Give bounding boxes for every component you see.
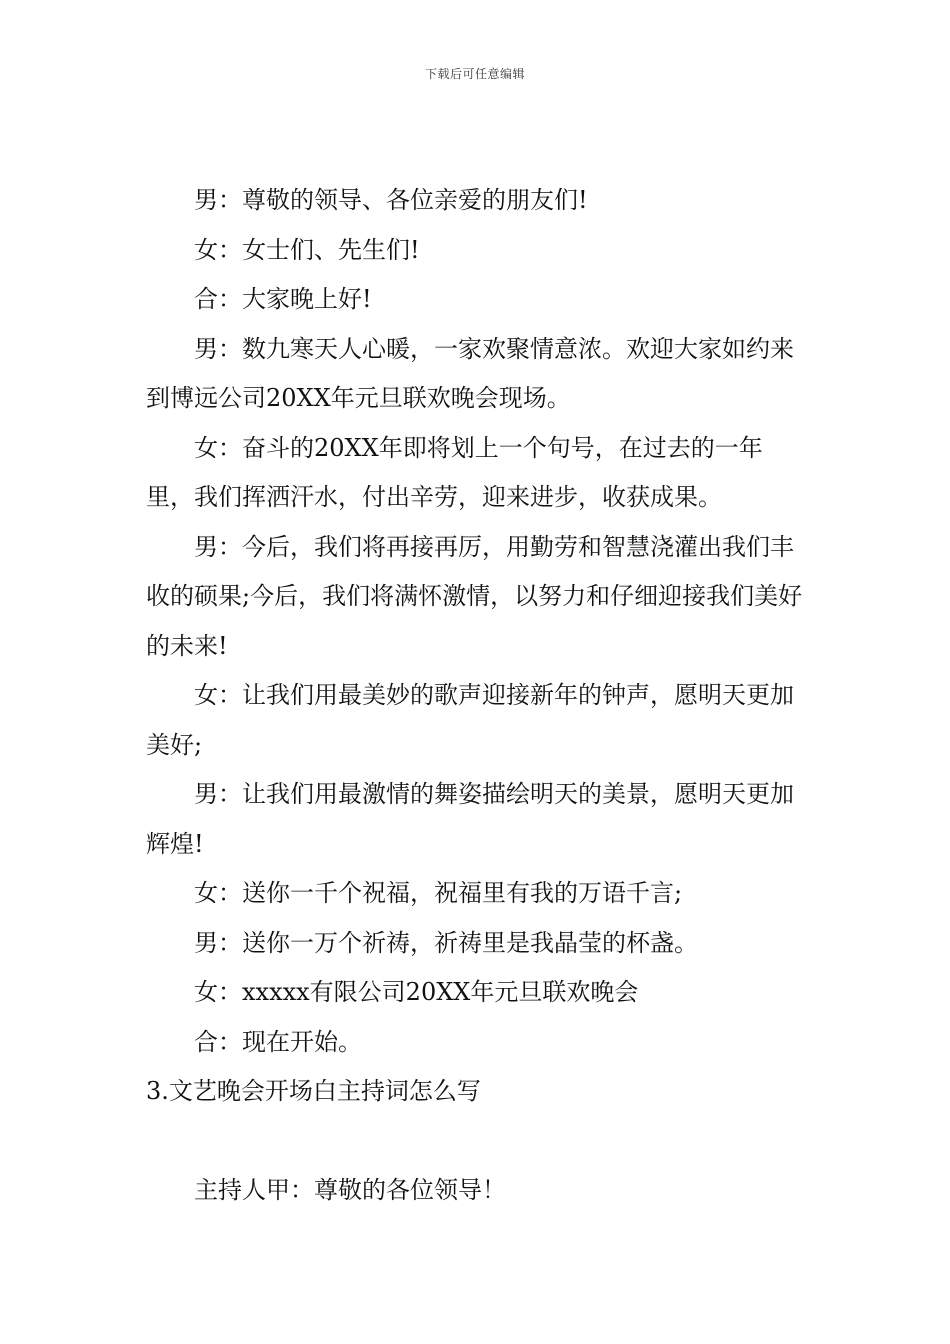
dialogue-line: 主持人甲：尊敬的各位领导！ [194,1176,506,1204]
dialogue-line: 合：大家晚上好! [194,285,372,313]
blank-line [146,1117,806,1167]
dialogue-line: 男：送你一万个祈祷，祈祷里是我晶莹的杯盏。 [194,928,698,957]
dialogue-line: 女：让我们用最美妙的歌声迎接新年的钟声，愿明天更加美好; [146,681,794,759]
dialogue-line: 女：女士们、先生们! [194,235,420,264]
page-header-note: 下载后可任意编辑 [424,67,525,81]
dialogue-line: 男：尊敬的领导、各位亲爱的朋友们! [194,186,588,214]
document-body [146,176,806,1216]
dialogue-line: 合：现在开始。 [194,1027,362,1056]
dialogue-line: 女：xxxxx有限公司20XX年元旦联欢晚会 [194,978,639,1006]
dialogue-line: 男：让我们用最激情的舞姿描绘明天的美景，愿明天更加辉煌! [146,780,794,858]
dialogue-line: 女：奋斗的20XX年即将划上一个句号，在过去的一年里，我们挥洒汗水，付出辛劳，迎来进步，收获成果。 [146,433,763,511]
dialogue-line: 男：数九寒天人心暖，一家欢聚情意浓。欢迎大家如约来到博远公司20XX年元旦联欢晚会现场。 [146,334,794,412]
dialogue-line: 男：今后，我们将再接再厉，用勤劳和智慧浇灌出我们丰收的硕果;今后，我们将满怀激情，以努力和仔细迎接我们美好的未来! [146,532,803,660]
section-heading: 3.文艺晚会开场白主持词怎么写 [146,1077,481,1105]
dialogue-line: 女：送你一千个祝福，祝福里有我的万语千言; [194,879,683,907]
